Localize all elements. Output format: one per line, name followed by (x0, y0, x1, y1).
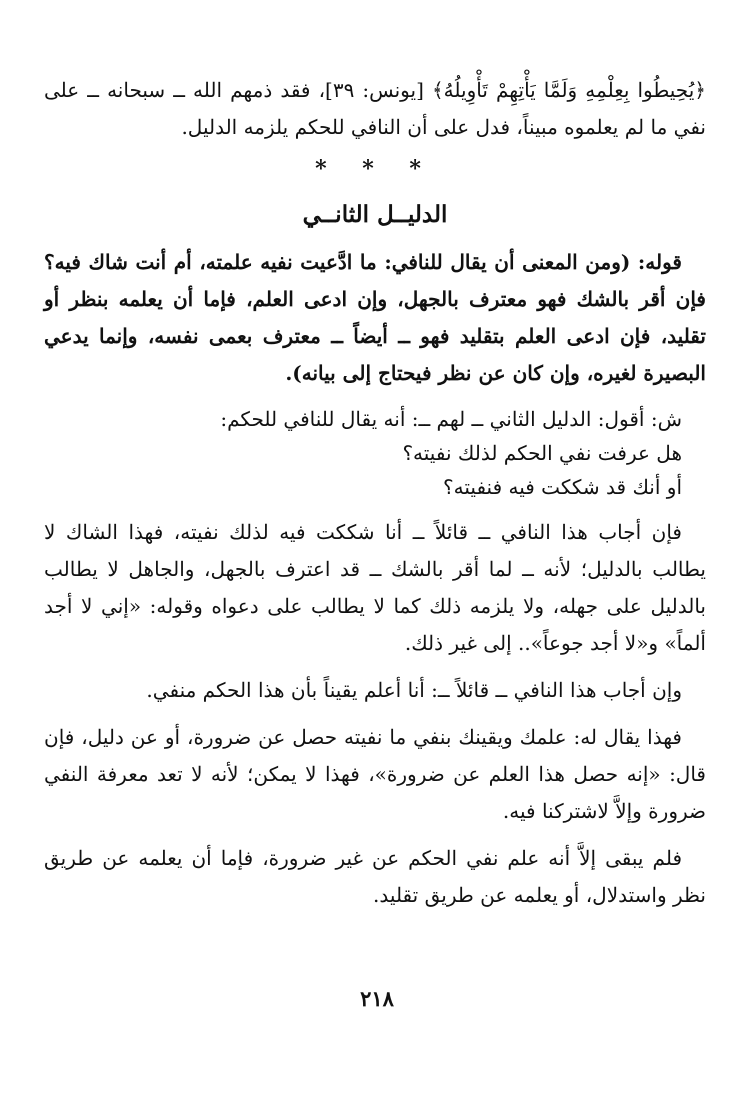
paragraph-commentary-intro: ش: أقول: الدليل الثاني ــ لهم ــ: أنه يقال للنافي للحكم: (220, 407, 682, 431)
question-line-1: هل عرفت نفي الحكم لذلك نفيته؟ (402, 441, 682, 465)
paragraph-certainty-case: وإن أجاب هذا النافي ــ قائلاً ــ: أنا أعلم يقيناً بأن هذا الحكم منفي. (146, 678, 682, 702)
page-number: ٢١٨ (360, 986, 394, 1011)
paragraph-quoted-statement: قوله: (ومن المعنى أن يقال للنافي: ما ادَّعيت نفيه علمته، أم أنت شاك فيه؟ فإن أقر بالشك فهو معترف بالجهل، وإن ادعى العلم، فإما أن يعلمه بنظر أو تقليد، فإن ادعى العلم بتقليد فهو ــ أيضاً ــ معترف بعمى نفسه، وإنما يدعي البصيرة لغيره، وإن كان عن نظر فيحتاج إلى بيانه). (44, 250, 706, 385)
paragraph-quran-conclusion: ﴿يُحِيطُوا بِعِلْمِهِ وَلَمَّا يَأْتِهِمْ تَأْوِيلُهُ﴾ [يونس: ٣٩]، فقد ذمهم الله ــ سبحانه ــ على نفي ما لم يعلموه مبيناً، فدل على أن النافي للحكم يلزمه الدليل. (44, 78, 707, 139)
paragraph-doubt-case: فإن أجاب هذا النافي ــ قائلاً ــ أنا شككت فيه لذلك نفيته، فهذا الشاك لا يطالب بالدليل؛ لأنه ــ لما أقر بالشك ــ قد اعترف بالجهل، والجاهل لا يطالب بالدليل على جهله، ولا يلزمه ذلك كما لا يطالب على دعواه وقوله: «إني لا أجد ألماً» و«لا أجد جوعاً».. إلى غير ذلك. (44, 520, 706, 655)
paragraph-remaining-options: فلم يبقى إلاَّ أنه علم نفي الحكم عن غير ضرورة، فإما أن يعلمه عن طريق نظر واستدلال، أو يعلمه عن طريق تقليد. (44, 846, 706, 907)
question-line-2: أو أنك قد شككت فيه فنفيته؟ (443, 475, 682, 499)
paragraph-necessity-argument: فهذا يقال له: علمك ويقينك بنفي ما نفيته حصل عن ضرورة، أو عن دليل، فإن قال: «إنه حصل هذا العلم عن ضرورة»، فهذا لا يمكن؛ لأنه لا تعد معرفة النفي ضرورة وإلاَّ لاشتركنا فيه. (44, 725, 706, 823)
section-separator: * * * (315, 156, 435, 182)
section-heading: الدليــل الثانــي (302, 201, 448, 228)
